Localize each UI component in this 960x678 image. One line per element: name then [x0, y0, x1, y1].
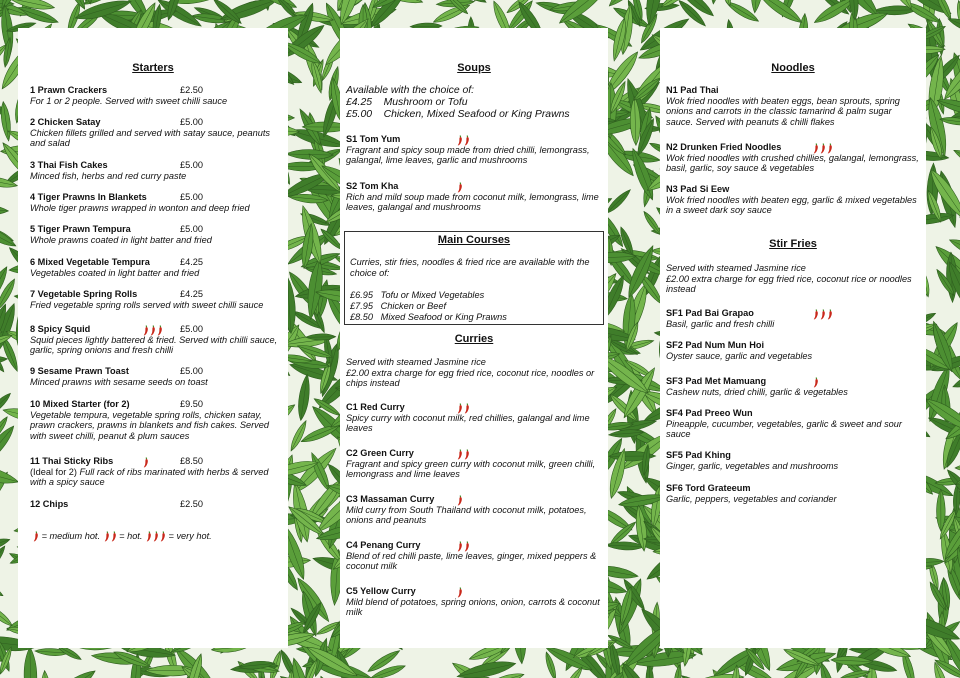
- chili-icon: [160, 531, 166, 542]
- menu-item-name: 10 Mixed Starter (for 2): [30, 399, 130, 409]
- chili-icon: [103, 531, 117, 542]
- main-option-3: [350, 312, 507, 323]
- chili-icon: [457, 403, 463, 414]
- menu-item-price: £4.25: [180, 257, 203, 267]
- leaf-decoration: [296, 373, 312, 421]
- chili-icon: [143, 457, 149, 468]
- menu-item-description: Blend of red chilli paste, lime leaves, ginger, mixed peppers & coconut milk: [346, 550, 597, 572]
- leaf-decoration: [749, 0, 765, 13]
- spice-level-indicator: [456, 400, 470, 418]
- menu-item-name: 2 Chicken Satay: [30, 117, 101, 127]
- menu-item: [666, 85, 920, 127]
- spice-level-indicator: [456, 584, 463, 602]
- menu-item: [346, 540, 602, 572]
- chili-icon: [143, 325, 149, 336]
- menu-item-price: £5.00: [180, 160, 203, 170]
- menu-item-description: Minced prawns with sesame seeds on toast: [30, 376, 208, 387]
- menu-item-price: £9.50: [180, 399, 203, 409]
- menu-item: [30, 117, 280, 149]
- spice-level-indicator: [142, 454, 149, 472]
- menu-item-description: Ginger, garlic, vegetables and mushrooms: [666, 460, 839, 471]
- menu-item-description: Minced fish, herbs and red curry paste: [30, 170, 187, 181]
- menu-item: [346, 586, 602, 618]
- menu-item-name: SF6 Tord Grateeum: [666, 483, 751, 493]
- chili-icon: [464, 449, 470, 460]
- chili-icon: [457, 182, 463, 193]
- legend-very-hot: = very hot.: [168, 531, 212, 541]
- leaf-decoration: [0, 220, 18, 250]
- menu-item: [30, 224, 280, 245]
- menu-item-name: SF3 Pad Met Mamuang: [666, 376, 767, 386]
- menu-item: [30, 456, 280, 488]
- menu-item-price: £5.00: [180, 224, 203, 234]
- spice-level-indicator: [812, 374, 819, 392]
- menu-item-description: Spicy curry with coconut milk, red chillies, galangal and lime leaves: [346, 412, 590, 434]
- menu-item-description-text: Full rack of ribs marinated with herbs & served with a spicy sauce: [30, 466, 269, 488]
- menu-item-description: Vegetable tempura, vegetable spring rolls, chicken satay, prawn crackers, prawns in blankets and fish cakes. Served with sweet chilli, peanut & plum sauces: [30, 409, 269, 441]
- leaf-decoration: [0, 203, 9, 216]
- menu-item-description: For 1 or 2 people. Served with sweet chilli sauce: [30, 95, 228, 106]
- menu-item: [666, 142, 920, 174]
- chili-icon: [457, 135, 463, 146]
- chili-icon: [820, 309, 826, 320]
- chili-icon: [104, 531, 110, 542]
- legend-medium: = medium hot.: [41, 531, 101, 541]
- chili-icon: [820, 143, 826, 154]
- leaf-decoration: [955, 463, 960, 473]
- main-courses-box: [344, 231, 604, 325]
- leaf-decoration: [0, 544, 8, 574]
- menu-item: [30, 85, 280, 106]
- chili-icon: [464, 403, 470, 414]
- menu-item-name: SF1 Pad Bai Grapao: [666, 308, 754, 318]
- menu-item: [666, 450, 920, 471]
- main-option-price: £6.95: [350, 290, 373, 300]
- menu-item-price: £5.00: [180, 324, 203, 334]
- main-option-label: Tofu or Mixed Vegetables: [380, 290, 485, 300]
- soup-option-price: £4.25: [346, 97, 373, 108]
- soup-option-2: [346, 109, 570, 121]
- soup-option-price: £5.00: [346, 109, 373, 120]
- menu-item-description: Mild curry from South Thailand with coconut milk, potatoes, onions and peanuts: [346, 504, 587, 526]
- menu-item: [666, 184, 920, 216]
- spice-level-indicator: [456, 132, 470, 150]
- leaf-decoration: [288, 419, 309, 452]
- menu-item: [666, 376, 920, 397]
- menu-item: [30, 257, 280, 278]
- menu-item: [346, 402, 602, 434]
- chili-icon: [145, 531, 166, 542]
- soup-option-1: [346, 97, 468, 109]
- spice-legend: [32, 531, 212, 542]
- main-option-2: [350, 301, 446, 312]
- menu-item-name: 9 Sesame Prawn Toast: [30, 366, 129, 376]
- menu-item-name: 1 Prawn Crackers: [30, 85, 108, 95]
- menu-item-name: C2 Green Curry: [346, 448, 414, 458]
- menu-item-price: £2.50: [180, 499, 203, 509]
- menu-item-description: Whole prawns coated in light batter and fried: [30, 234, 212, 245]
- leaf-decoration: [709, 0, 721, 4]
- menu-item-name: S1 Tom Yum: [346, 134, 401, 144]
- menu-item-name: C3 Massaman Curry: [346, 494, 435, 504]
- soups-intro: Available with the choice of:: [346, 85, 475, 96]
- menu-item-name: N3 Pad Si Eew: [666, 184, 730, 194]
- curries-title: Curries: [454, 333, 494, 345]
- menu-item-note: (Ideal for 2): [30, 466, 80, 477]
- chili-icon: [33, 531, 39, 542]
- menu-item-price: £2.50: [180, 85, 203, 95]
- main-option-price: £7.95: [350, 301, 373, 311]
- main-courses-title: Main Courses: [437, 234, 511, 246]
- chili-icon: [111, 531, 117, 542]
- leaf-decoration: [952, 146, 960, 176]
- soup-option-label: Chicken, Mixed Seafood or King Prawns: [383, 109, 570, 120]
- chili-icon: [157, 325, 163, 336]
- chili-icon: [146, 531, 152, 542]
- spice-level-indicator: [142, 322, 163, 340]
- menu-item-price: £5.00: [180, 117, 203, 127]
- menu-item-name: 4 Tiger Prawns In Blankets: [30, 192, 147, 202]
- spice-level-indicator: [456, 446, 470, 464]
- menu-item: [30, 289, 280, 310]
- spice-level-indicator: [456, 492, 463, 510]
- chili-icon: [457, 587, 463, 598]
- menu-item-name: S2 Tom Kha: [346, 181, 399, 191]
- menu-item-description: Vegetables coated in light batter and fried: [30, 267, 200, 278]
- menu-item: [30, 499, 280, 510]
- menu-item-name: SF2 Pad Num Mun Hoi: [666, 340, 765, 350]
- menu-item-description: Fragrant and spicy green curry with coconut milk, green chilli, lemongrass and lime leaves: [346, 458, 596, 480]
- chili-icon: [150, 325, 156, 336]
- chili-icon: [457, 541, 463, 552]
- spice-level-indicator: [812, 306, 833, 324]
- spice-level-indicator: [812, 140, 833, 158]
- menu-item-description: Wok fried noodles with beaten eggs, bean sprouts, spring onions and carrots in the classic tamarind & palm sugar sauce. Served with peanuts & chilli flakes: [666, 95, 900, 127]
- main-option-price: £8.50: [350, 312, 373, 322]
- menu-item: [30, 399, 280, 441]
- soup-option-label: Mushroom or Tofu: [383, 97, 468, 108]
- menu-item-name: N1 Pad Thai: [666, 85, 719, 95]
- chili-icon: [464, 541, 470, 552]
- leaf-decoration: [755, 0, 805, 27]
- menu-item-description: Cashew nuts, dried chilli, garlic & vegetables: [666, 386, 848, 397]
- menu-item: [346, 494, 602, 526]
- chili-icon: [153, 531, 159, 542]
- chili-icon: [32, 531, 39, 542]
- menu-item-description: Wok fried noodles with beaten egg, garlic & mixed vegetables in a sweet dark soy sauce: [666, 194, 917, 216]
- chili-icon: [813, 143, 819, 154]
- leaf-decoration: [40, 670, 52, 678]
- chili-icon: [464, 135, 470, 146]
- menu-item-price: £8.50: [180, 456, 203, 466]
- starters-title: Starters: [132, 62, 174, 74]
- leaf-decoration: [0, 577, 5, 599]
- menu-item-description: Rich and mild soup made from coconut milk, lemongrass, lime leaves, galangal and mushrooms: [346, 191, 599, 213]
- menu-item-name: N2 Drunken Fried Noodles: [666, 142, 782, 152]
- leaf-decoration: [0, 423, 18, 470]
- menu-item-description: Squid pieces lightly battered & fried. Served with chilli sauce, garlic, spring onions and fresh chilli: [30, 334, 278, 356]
- menu-item: [666, 408, 920, 440]
- soups-mains-panel: [340, 28, 608, 648]
- menu-item-price: £4.25: [180, 289, 203, 299]
- main-option-label: Mixed Seafood or King Prawns: [380, 312, 507, 322]
- menu-item-name: 11 Thai Sticky Ribs: [30, 456, 114, 466]
- menu-item-price: £5.00: [180, 192, 203, 202]
- noodles-title: Noodles: [771, 62, 815, 74]
- chili-icon: [827, 309, 833, 320]
- soups-title: Soups: [457, 62, 491, 74]
- menu-item-name: 8 Spicy Squid: [30, 324, 91, 334]
- menu-item: [30, 192, 280, 213]
- leaf-decoration: [946, 15, 960, 39]
- menu-item-name: 6 Mixed Vegetable Tempura: [30, 257, 150, 267]
- leaf-decoration: [0, 101, 13, 142]
- main-option-1: [350, 290, 484, 301]
- menu-item: [30, 160, 280, 181]
- menu-item-description: Basil, garlic and fresh chilli: [666, 318, 775, 329]
- menu-item-description: Garlic, peppers, vegetables and coriander: [666, 493, 837, 504]
- chili-icon: [813, 377, 819, 388]
- main-option-label: Chicken or Beef: [380, 301, 447, 311]
- curries-note: Served with steamed Jasmine rice £2.00 extra charge for egg fried rice, coconut rice, noodles or chips instead: [346, 357, 595, 389]
- menu-item-description: Whole tiger prawns wrapped in wonton and deep fried: [30, 202, 250, 213]
- menu-item-name: C1 Red Curry: [346, 402, 405, 412]
- menu-item-name: 12 Chips: [30, 499, 69, 509]
- menu-item: [346, 448, 602, 480]
- chili-icon: [813, 309, 819, 320]
- menu-item-name: C4 Penang Curry: [346, 540, 421, 550]
- menu-item-name: C5 Yellow Curry: [346, 586, 416, 596]
- menu-item-description: Mild blend of potatoes, spring onions, onion, carrots & coconut milk: [346, 596, 600, 618]
- menu-item-name: 3 Thai Fish Cakes: [30, 160, 108, 170]
- leaf-decoration: [41, 666, 99, 678]
- chili-icon: [457, 495, 463, 506]
- chili-icon: [827, 143, 833, 154]
- menu-item: [30, 366, 280, 387]
- menu-item: [666, 340, 920, 361]
- menu-item-name: SF5 Pad Khing: [666, 450, 731, 460]
- menu-item-description: Fried vegetable spring rolls served with sweet chilli sauce: [30, 299, 264, 310]
- menu-item: [666, 308, 920, 329]
- legend-hot: = hot.: [119, 531, 143, 541]
- starters-panel: [18, 28, 288, 648]
- stir-fries-note: Served with steamed Jasmine rice £2.00 extra charge for egg fried rice, coconut rice or noodles instead: [666, 263, 912, 295]
- spice-level-indicator: [456, 538, 470, 556]
- menu-item-description: Fragrant and spicy soup made from dried chilli, lemongrass, galangal, lime leaves, garlic and mushrooms: [346, 144, 590, 166]
- menu-item: [346, 134, 602, 166]
- menu-item-description: [30, 467, 280, 488]
- menu-item-description: Oyster sauce, garlic and vegetables: [666, 350, 813, 361]
- menu-item-description: Wok fried noodles with crushed chillies, galangal, lemongrass, basil, garlic, soy sauce & vegetables: [666, 152, 919, 174]
- menu-item-description: Chicken fillets grilled and served with satay sauce, peanuts and salad: [30, 127, 271, 149]
- stir-fries-title: Stir Fries: [769, 238, 817, 250]
- spice-level-indicator: [456, 179, 463, 197]
- menu-item: [666, 483, 920, 504]
- menu-item-description: Pineapple, cucumber, vegetables, garlic & sweet and sour sauce: [666, 418, 902, 440]
- chili-icon: [457, 449, 463, 460]
- menu-item-name: 7 Vegetable Spring Rolls: [30, 289, 138, 299]
- menu-item: [346, 181, 602, 213]
- noodles-stirfries-panel: [660, 28, 926, 648]
- menu-item-name: SF4 Pad Preeo Wun: [666, 408, 753, 418]
- main-courses-intro: Curries, stir fries, noodles & fried rice are available with the choice of:: [350, 257, 590, 278]
- menu-item-name: 5 Tiger Prawn Tempura: [30, 224, 131, 234]
- menu-item-price: £5.00: [180, 366, 203, 376]
